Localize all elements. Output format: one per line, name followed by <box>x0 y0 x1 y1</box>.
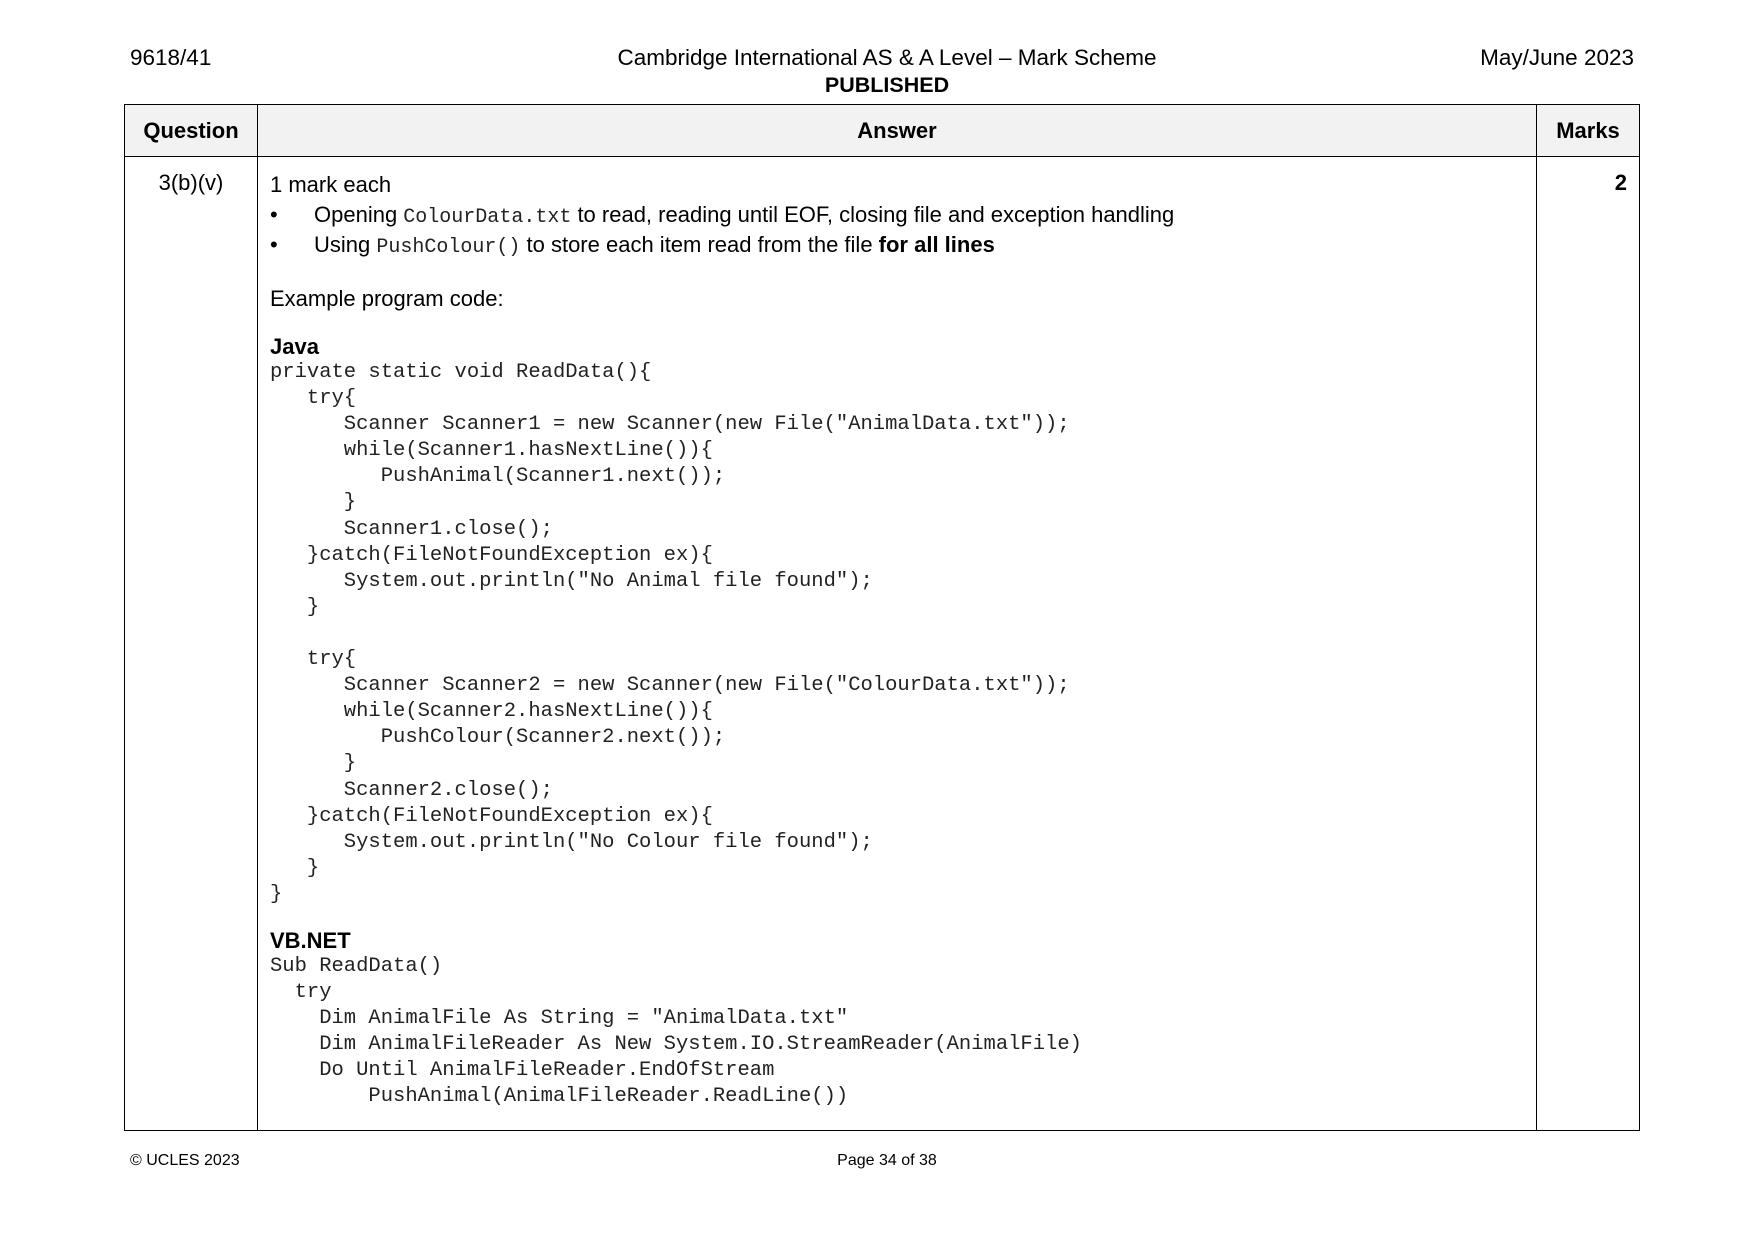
example-heading: Example program code: <box>270 286 504 311</box>
document-title: Cambridge International AS & A Level – Mark Scheme <box>617 45 1157 70</box>
question-number: 3(b)(v) <box>125 157 258 1131</box>
marking-point-2-code: PushColour() <box>376 236 521 259</box>
mark-scheme-table <box>124 104 1640 1131</box>
marking-point-2-pre: Using <box>314 232 377 257</box>
table-header-row <box>125 105 1640 157</box>
java-code-block: private static void ReadData(){ try{ Scanner Scanner1 = new Scanner(new File("AnimalData.txt")); while(Scanner1.hasNextLine()){ PushAnimal(Scanner1.next()); } Scanner1.close(); }catch(FileNotFoundException ex){ System.out.println("No Animal file found"); } try{ Scanner Scanner2 = new Scanner(new File("ColourData.txt")); while(Scanner2.hasNextLine()){ PushColour(Scanner2.next()); } Scanner2.close(); }catch(FileNotFoundException ex){ System.out.println("No Colour file found"); } } <box>270 361 1070 906</box>
copyright: © UCLES 2023 <box>130 1152 240 1169</box>
java-heading: Java <box>270 334 319 359</box>
marking-point-2 <box>270 230 1524 260</box>
vbnet-code-block: Sub ReadData() try Dim AnimalFile As String = "AnimalData.txt" Dim AnimalFileReader As New System.IO.StreamReader(AnimalFile) Do Until AnimalFileReader.EndOfStream PushAnimal(AnimalFileReader.ReadLine()) <box>270 954 1082 1109</box>
marking-point-1-code: ColourData.txt <box>403 206 572 229</box>
answer-cell <box>258 157 1537 1131</box>
answer-header: Answer <box>258 105 1537 157</box>
marks-value: 2 <box>1537 157 1640 1131</box>
published-label: PUBLISHED <box>824 73 950 97</box>
bullet-icon: • <box>270 202 278 227</box>
exam-session: May/June 2023 <box>1480 45 1634 70</box>
vbnet-heading: VB.NET <box>270 927 351 953</box>
marking-point-1-post: to read, reading until EOF, closing file and exception handling <box>571 202 1175 227</box>
question-header: Question <box>125 105 258 157</box>
paper-code: 9618/41 <box>130 45 212 70</box>
marks-header: Marks <box>1537 105 1640 157</box>
bullet-icon: • <box>270 232 278 257</box>
marking-point-1 <box>270 200 1524 230</box>
marking-point-2-emphasis: for all lines <box>878 232 995 257</box>
marking-point-2-post: to store each item read from the file <box>520 232 879 257</box>
page-number: Page 34 of 38 <box>837 1152 937 1169</box>
marking-point-1-pre: Opening <box>314 202 404 227</box>
mark-instruction: 1 mark each <box>270 172 392 197</box>
table-row <box>125 157 1640 1131</box>
